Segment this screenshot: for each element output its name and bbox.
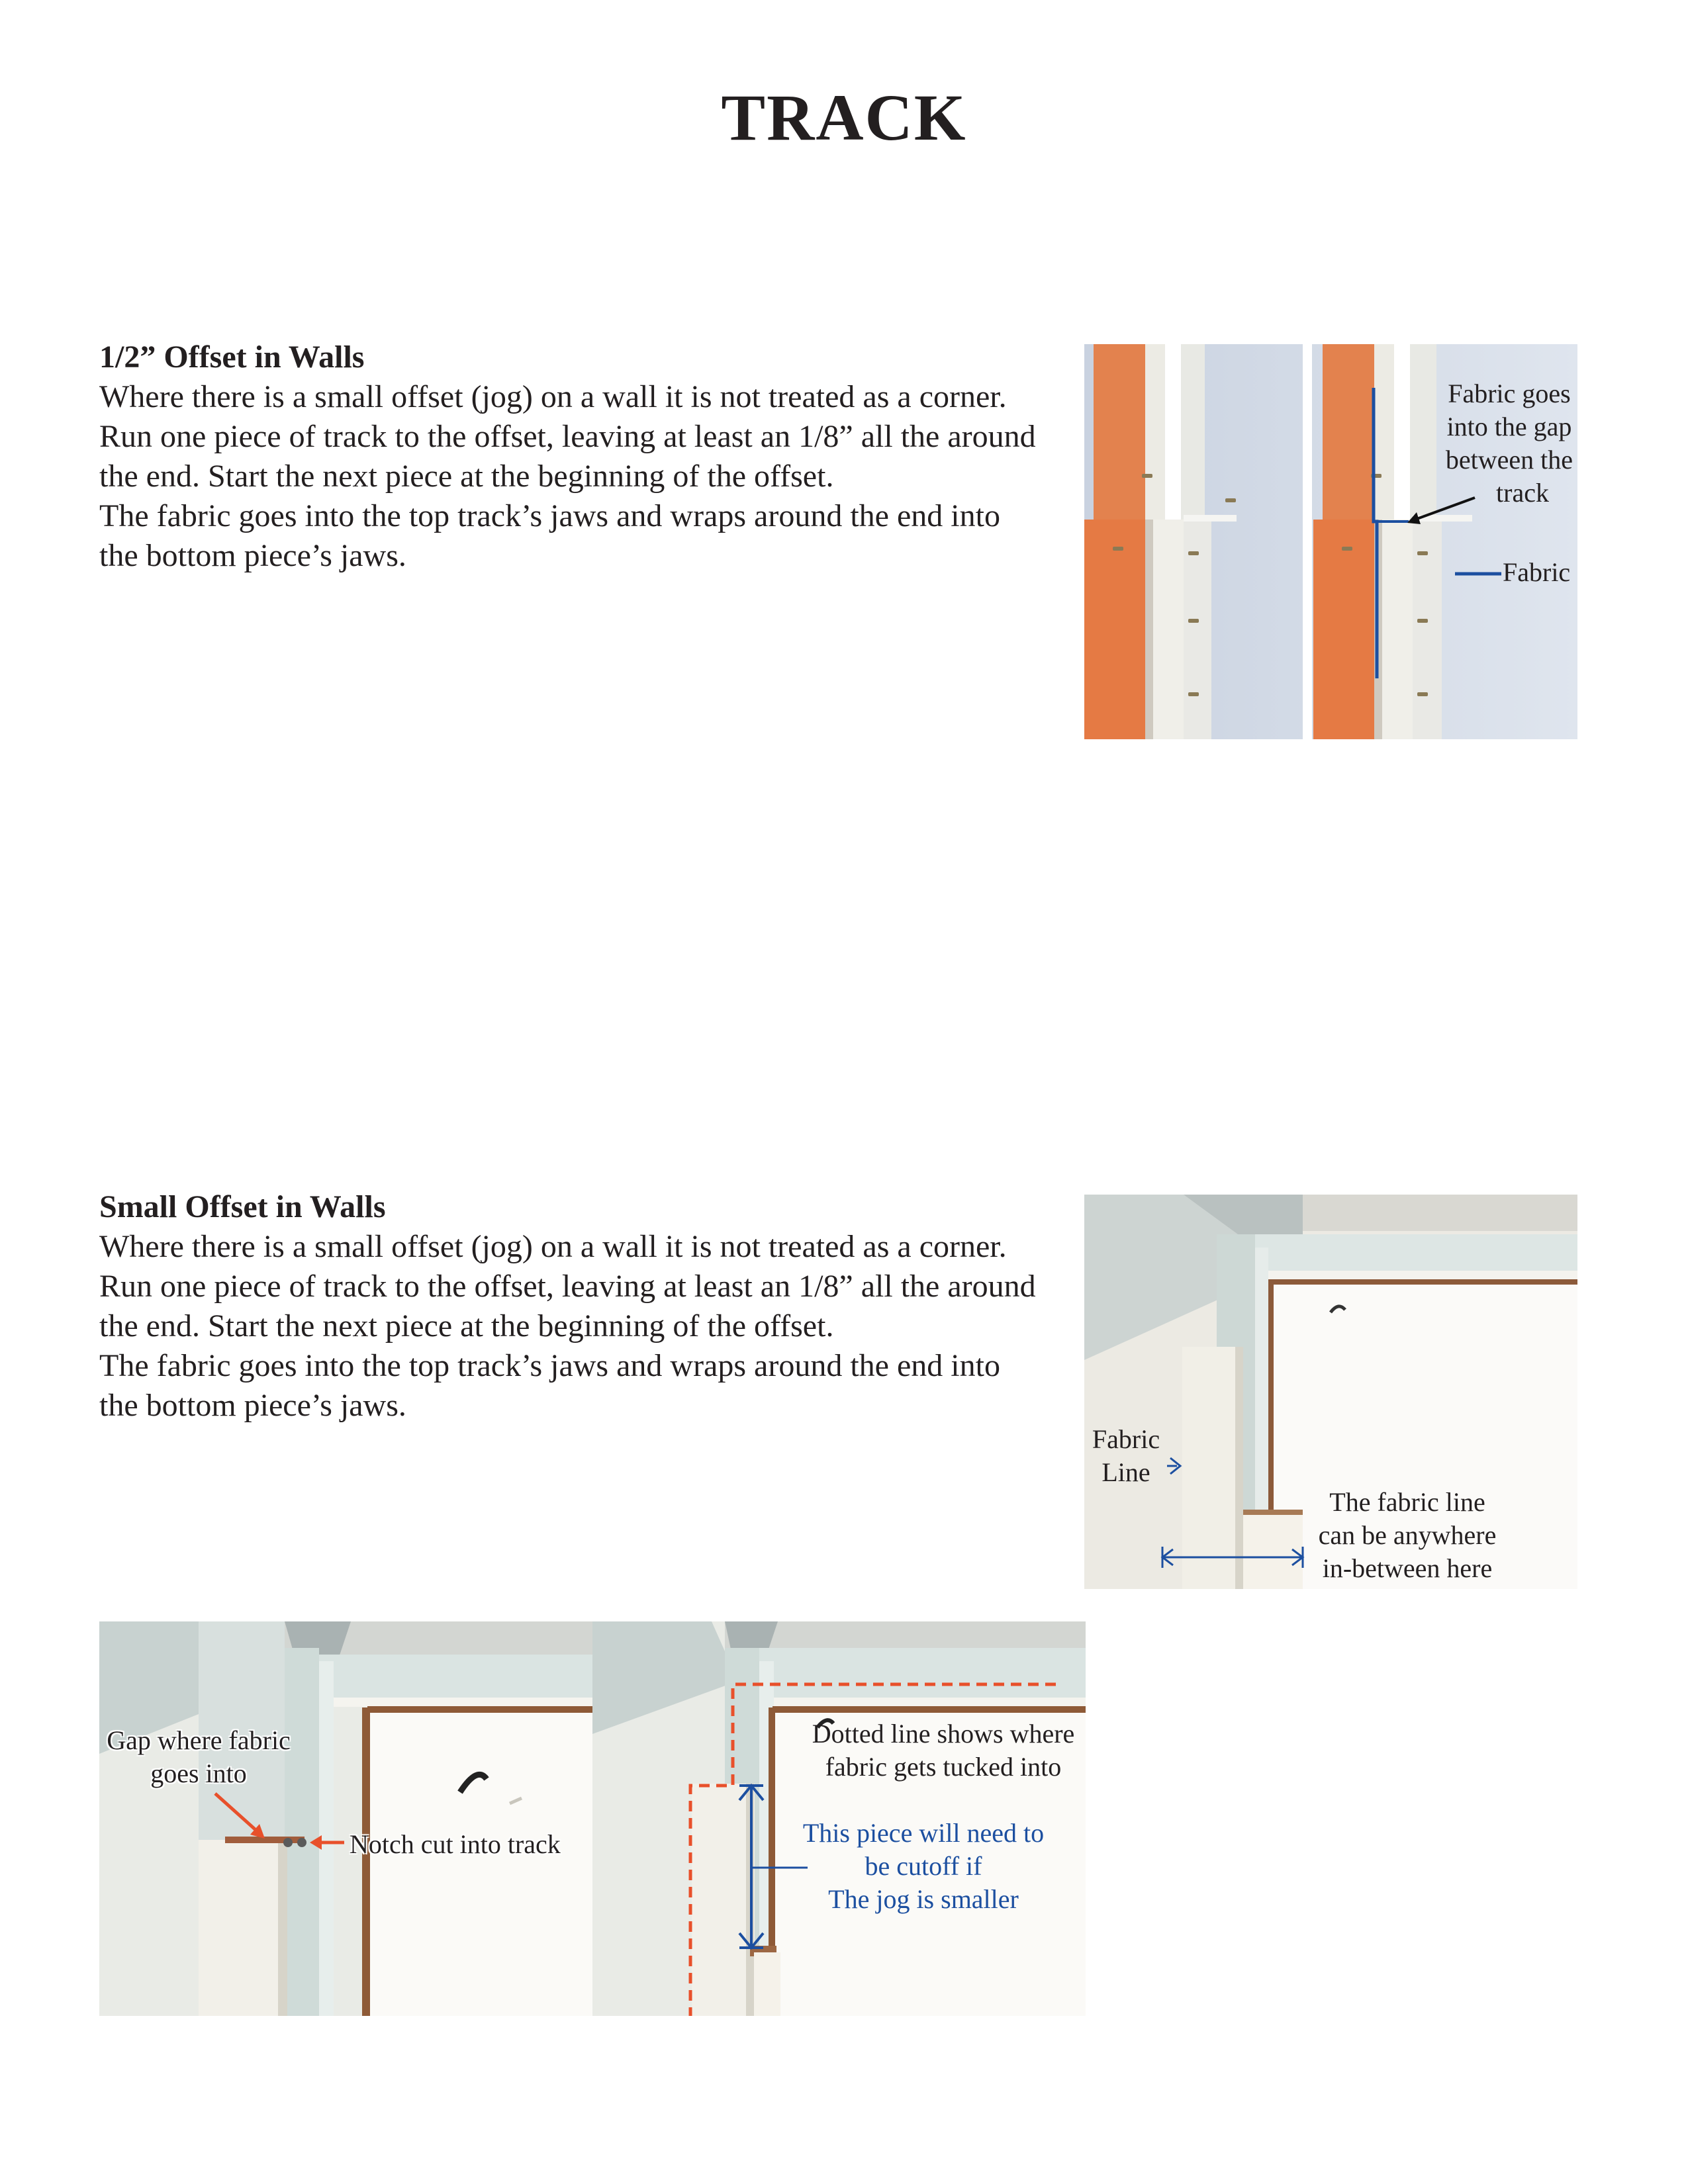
section-line: the end. Start the next piece at the beginning of the offset. bbox=[99, 459, 834, 494]
caption-line: be cutoff if bbox=[865, 1851, 982, 1881]
section-small-offset bbox=[99, 1187, 1092, 1426]
gap-where-fabric-caption bbox=[99, 1724, 298, 1790]
caption-line: Line bbox=[1102, 1457, 1150, 1487]
caption-line: track bbox=[1496, 478, 1549, 508]
caption-line: The jog is smaller bbox=[828, 1884, 1019, 1914]
gap-caption bbox=[1443, 377, 1575, 510]
caption-line: into the gap bbox=[1446, 412, 1572, 441]
cutoff-caption bbox=[784, 1817, 1062, 1916]
section-line: Where there is a small offset (jog) on a wall it is not treated as a corner. bbox=[99, 1229, 1007, 1264]
section-line: the bottom piece’s jaws. bbox=[99, 538, 406, 573]
caption-line: Fabric goes bbox=[1448, 379, 1571, 408]
section-line: The fabric goes into the top track’s jaws and wraps around the end into bbox=[99, 1348, 1000, 1383]
section-heading: 1/2” Offset in Walls bbox=[99, 340, 365, 375]
notch-photo-art bbox=[99, 1621, 592, 2016]
section-line: Run one piece of track to the offset, leaving at least an 1/8” all the around bbox=[99, 1269, 1036, 1304]
caption-line: This piece will need to bbox=[802, 1818, 1045, 1848]
caption-line: The fabric line bbox=[1329, 1487, 1485, 1517]
caption-line: Dotted line shows where bbox=[812, 1719, 1075, 1749]
offset-photo bbox=[1084, 344, 1577, 739]
section-line: the bottom piece’s jaws. bbox=[99, 1388, 406, 1423]
section-line: Run one piece of track to the offset, leaving at least an 1/8” all the around bbox=[99, 419, 1036, 454]
section-line: The fabric goes into the top track’s jaws and wraps around the end into bbox=[99, 498, 1000, 533]
page-title: TRACK bbox=[721, 81, 967, 154]
caption-line: between the bbox=[1445, 445, 1573, 475]
section-line: the end. Start the next piece at the beginning of the offset. bbox=[99, 1308, 834, 1343]
jog-photo bbox=[1084, 1195, 1577, 1589]
dotted-caption bbox=[798, 1717, 1086, 1784]
anywhere-caption bbox=[1308, 1486, 1507, 1585]
caption-line: Fabric bbox=[1092, 1424, 1160, 1454]
notch-caption: Notch cut into track bbox=[350, 1829, 561, 1859]
caption-line: goes into bbox=[150, 1758, 247, 1788]
section-half-inch-offset bbox=[99, 338, 1092, 576]
caption-line: can be anywhere bbox=[1318, 1520, 1497, 1550]
fabric-caption: Fabric bbox=[1503, 557, 1571, 587]
dotted-line-photo bbox=[592, 1621, 1086, 2016]
caption-line: fabric gets tucked into bbox=[825, 1752, 1062, 1782]
section-line: Where there is a small offset (jog) on a wall it is not treated as a corner. bbox=[99, 379, 1007, 414]
section-heading: Small Offset in Walls bbox=[99, 1189, 386, 1224]
caption-line: in-between here bbox=[1322, 1553, 1493, 1583]
notch-photo bbox=[99, 1621, 592, 2016]
caption-line: Gap where fabric bbox=[107, 1725, 291, 1755]
fabric-line-caption bbox=[1090, 1423, 1162, 1489]
